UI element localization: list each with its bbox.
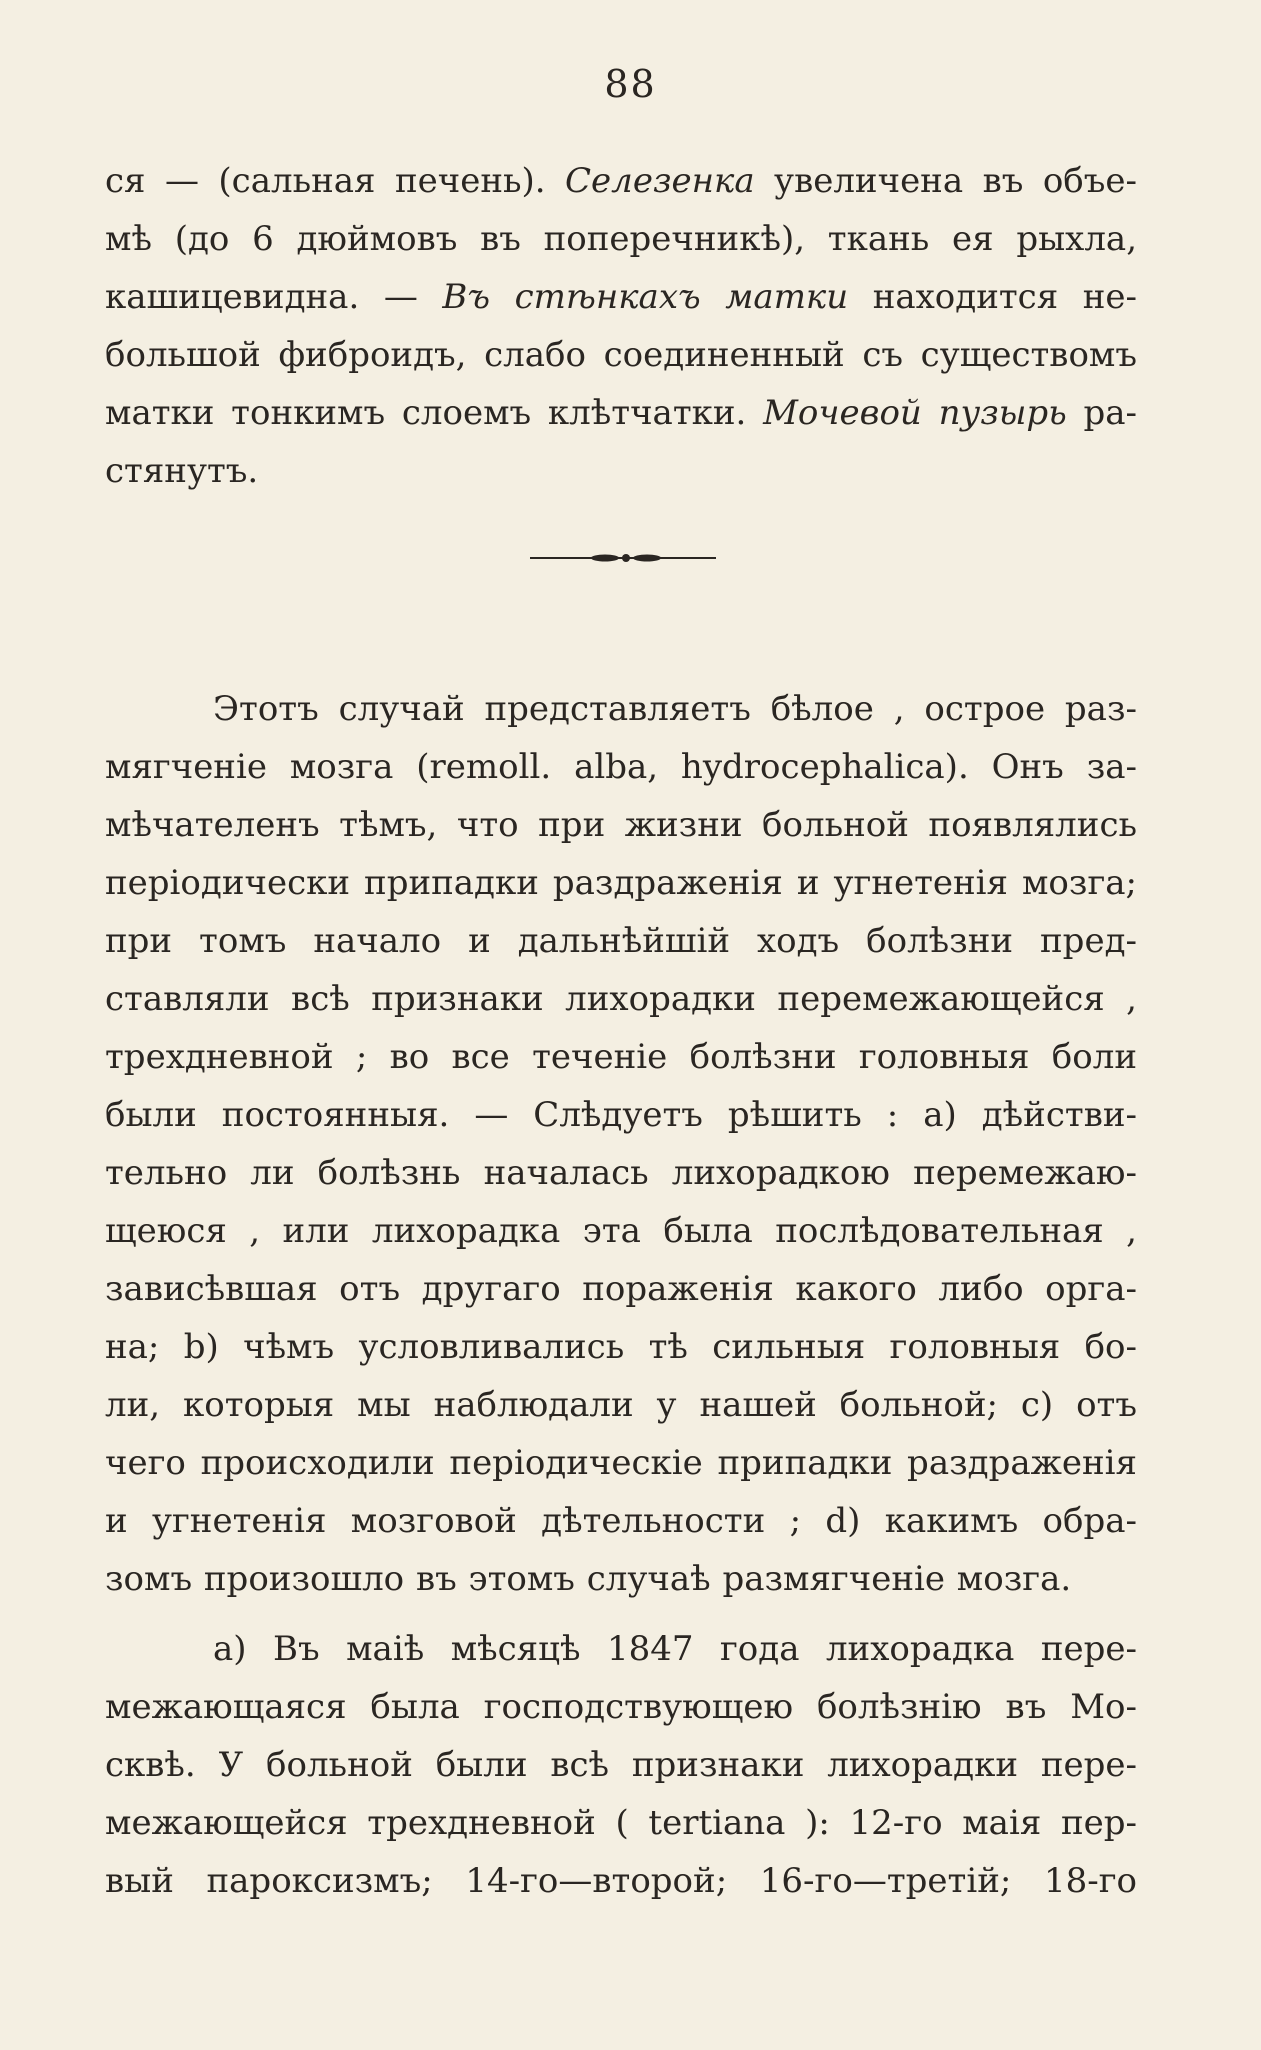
- text-line: щеюся , или лихорадка эта была послѣдовательная ,: [105, 1211, 1137, 1251]
- text-line: стянутъ.: [105, 451, 259, 491]
- text-line: были постоянныя. — Слѣдуетъ рѣшить : a) дѣйстви-: [105, 1095, 1137, 1135]
- section-divider-ornament: [530, 552, 716, 564]
- text-line: при томъ начало и дальнѣйшій ходъ болѣзни пред-: [105, 921, 1137, 961]
- text-line: [105, 384, 1137, 442]
- text-line: сквѣ. У больной были всѣ признаки лихорадки пере-: [105, 1745, 1137, 1785]
- text-line: ставляли всѣ признаки лихорадки перемежающейся ,: [105, 979, 1137, 1019]
- page-number: 88: [604, 62, 657, 106]
- text-line: [105, 268, 1137, 326]
- text-line: и угнетенія мозговой дѣтельности ; d) какимъ обра-: [105, 1501, 1137, 1541]
- text-fragment: находится не-: [848, 277, 1138, 317]
- text-line: чего происходили періодическіе припадки раздраженія: [105, 1443, 1137, 1483]
- text-fragment: кашицевидна. —: [105, 277, 443, 317]
- text-line: a) Въ маіѣ мѣсяцѣ 1847 года лихорадка пере-: [213, 1629, 1137, 1669]
- text-line: межающейся трехдневной ( tertiana ): 12-го маія пер-: [105, 1803, 1137, 1843]
- text-line: мягченіе мозга (remoll. alba, hydrocephalica). Онъ за-: [105, 747, 1137, 787]
- case-discussion-paragraph: [105, 680, 1137, 1608]
- autopsy-continuation-paragraph: [105, 152, 1137, 500]
- text-line: трехдневной ; во все теченіе болѣзни головныя боли: [105, 1037, 1137, 1077]
- text-line: зависѣвшая отъ другаго пораженія какого либо орга-: [105, 1269, 1137, 1309]
- text-fragment: ра-: [1066, 393, 1137, 433]
- italic-term-selezenka: Селезенка: [565, 161, 755, 201]
- text-fragment: увеличена въ объе-: [754, 161, 1137, 201]
- text-line: періодически припадки раздраженія и угнетенія мозга;: [105, 863, 1137, 903]
- text-line: [105, 152, 1137, 210]
- text-fragment: матки тонкимъ слоемъ клѣтчатки.: [105, 393, 764, 433]
- text-line: тельно ли болѣзнь началась лихорадкою перемежаю-: [105, 1153, 1137, 1193]
- text-line: межающаяся была господствующею болѣзнію въ Мо-: [105, 1687, 1137, 1727]
- text-line: Этотъ случай представляетъ бѣлое , острое раз-: [213, 689, 1137, 729]
- point-a-paragraph: [105, 1620, 1137, 1910]
- text-line: мѣ (до 6 дюймовъ въ поперечникѣ), ткань ея рыхла,: [105, 219, 1137, 259]
- text-line: зомъ произошло въ этомъ случаѣ размягченіе мозга.: [105, 1559, 1072, 1599]
- text-fragment: ся — (сальная печень).: [105, 161, 566, 201]
- text-line: на; b) чѣмъ условливались тѣ сильныя головныя бо-: [105, 1327, 1137, 1367]
- text-line: вый пароксизмъ; 14-го—второй; 16-го—третій; 18-го: [105, 1861, 1137, 1901]
- italic-term-puzyr: Мочевой пузырь: [763, 393, 1067, 433]
- text-line: ли, которыя мы наблюдали у нашей больной; c) отъ: [105, 1385, 1137, 1425]
- text-line: большой фиброидъ, слабо соединенный съ существомъ: [105, 335, 1137, 375]
- text-line: мѣчателенъ тѣмъ, что при жизни больной появлялись: [105, 805, 1137, 845]
- italic-term-matka: Въ стѣнкахъ матки: [442, 277, 849, 317]
